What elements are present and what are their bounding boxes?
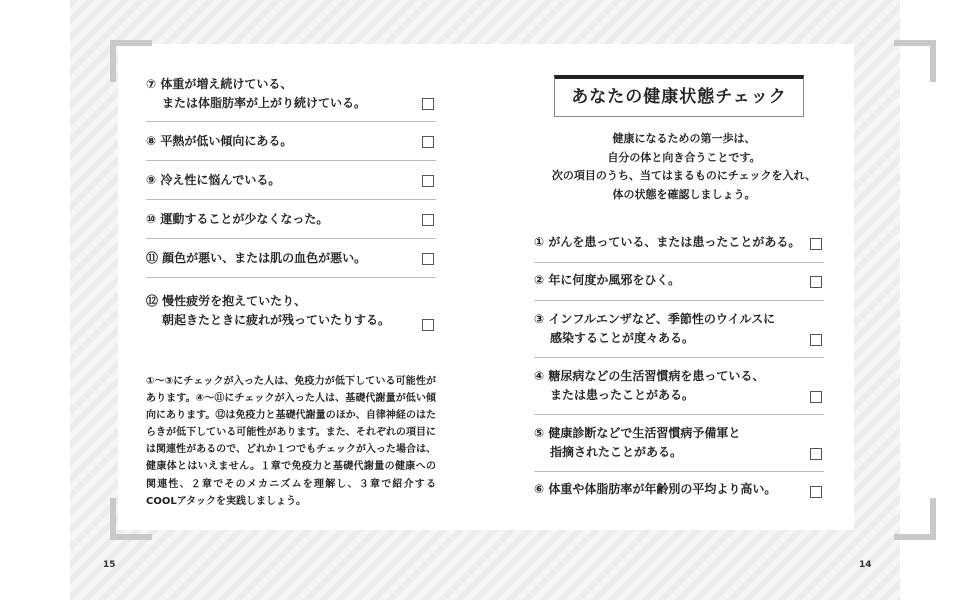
checklist-item-1 xyxy=(534,225,824,263)
checkbox[interactable] xyxy=(422,98,434,110)
item-text: ⑩ 運動することが少なくなった。 xyxy=(146,212,329,226)
item-text: ① がんを患っている、または患ったことがある。 xyxy=(534,235,801,249)
item-text: ⑪ 顔色が悪い、または肌の血色が悪い。 xyxy=(146,251,367,265)
checklist-right xyxy=(534,225,824,510)
intro-line: 健康になるための第一歩は、 xyxy=(612,132,756,145)
item-text: ⑫ 慢性疲労を抱えていたり、 xyxy=(146,294,307,308)
checkbox[interactable] xyxy=(810,486,822,498)
item-text-continued: 感染することが度々ある。 xyxy=(550,331,695,345)
item-text: ⑧ 平熱が低い傾向にある。 xyxy=(146,134,293,148)
intro-line: 体の状態を確認しましょう。 xyxy=(612,187,756,201)
checklist-item-8 xyxy=(146,122,436,161)
checklist-item-3 xyxy=(534,301,824,358)
checkbox[interactable] xyxy=(422,319,434,331)
item-text: ⑥ 体重や体脂肪率が年齢別の平均より高い。 xyxy=(534,482,777,496)
intro-text xyxy=(524,130,844,204)
checkbox[interactable] xyxy=(422,175,434,187)
explanation-note: ①～③にチェックが入った人は、免疫力が低下している可能性があります。④～⑪にチェックが入った人は、基礎代謝量が低い傾向にあります。⑫は免疫力と基礎代謝量のほか、自律神経のはたらきが低下している可能性があります。また、それぞれの項目には関連性があるので、どれか１つでもチェックが入った場合は、健康体とはいえません。１章で免疫力と基礎代謝量の健康への関連性、２章でそのメカニズムを理解し、３章で紹介するCOOLアタックを実践しましょう。 xyxy=(146,376,436,507)
item-text: ④ 糖尿病などの生活習慣病を患っている、 xyxy=(534,369,765,383)
item-text: ⑦ 体重が増え続けている、 xyxy=(146,77,293,91)
page-number-left: 15 xyxy=(103,560,116,570)
intro-line: 次の項目のうち、当てはまるものにチェックを入れ、 xyxy=(551,169,817,182)
intro-line: 自分の体と向き合うことです。 xyxy=(607,150,761,164)
checklist-item-9 xyxy=(146,161,436,200)
checkbox[interactable] xyxy=(810,238,822,250)
item-text: ⑨ 冷え性に悩んでいる。 xyxy=(146,173,281,187)
corner-bracket-bottom-right xyxy=(894,498,936,540)
item-text-continued: 朝起きたときに疲れが残っていたりする。 xyxy=(162,313,391,327)
checkbox[interactable] xyxy=(810,391,822,403)
item-text-continued: 指摘されたことがある。 xyxy=(550,445,683,459)
item-text-continued: または体脂肪率が上がり続けている。 xyxy=(162,96,367,110)
page-title: あなたの健康状態チェック xyxy=(554,75,804,117)
checklist-item-12 xyxy=(146,278,436,342)
item-text: ③ インフルエンザなど、季節性のウイルスに xyxy=(534,312,776,326)
checklist-item-2 xyxy=(534,263,824,301)
checkbox[interactable] xyxy=(810,276,822,288)
checkbox[interactable] xyxy=(422,253,434,265)
checkbox[interactable] xyxy=(422,136,434,148)
checklist-left xyxy=(146,70,436,342)
item-text: ⑤ 健康診断などで生活習慣病予備軍と xyxy=(534,426,741,440)
item-text-continued: または患ったことがある。 xyxy=(550,388,695,402)
checkbox[interactable] xyxy=(810,334,822,346)
page-number-right: 14 xyxy=(859,560,872,570)
checkbox[interactable] xyxy=(810,448,822,460)
checklist-item-7 xyxy=(146,70,436,122)
item-text: ② 年に何度か風邪をひく。 xyxy=(534,273,681,287)
checklist-item-11 xyxy=(146,239,436,278)
checklist-item-5 xyxy=(534,415,824,472)
corner-bracket-top-right xyxy=(894,40,936,82)
checklist-item-10 xyxy=(146,200,436,239)
checkbox[interactable] xyxy=(422,214,434,226)
checklist-item-4 xyxy=(534,358,824,415)
checklist-item-6 xyxy=(534,472,824,510)
